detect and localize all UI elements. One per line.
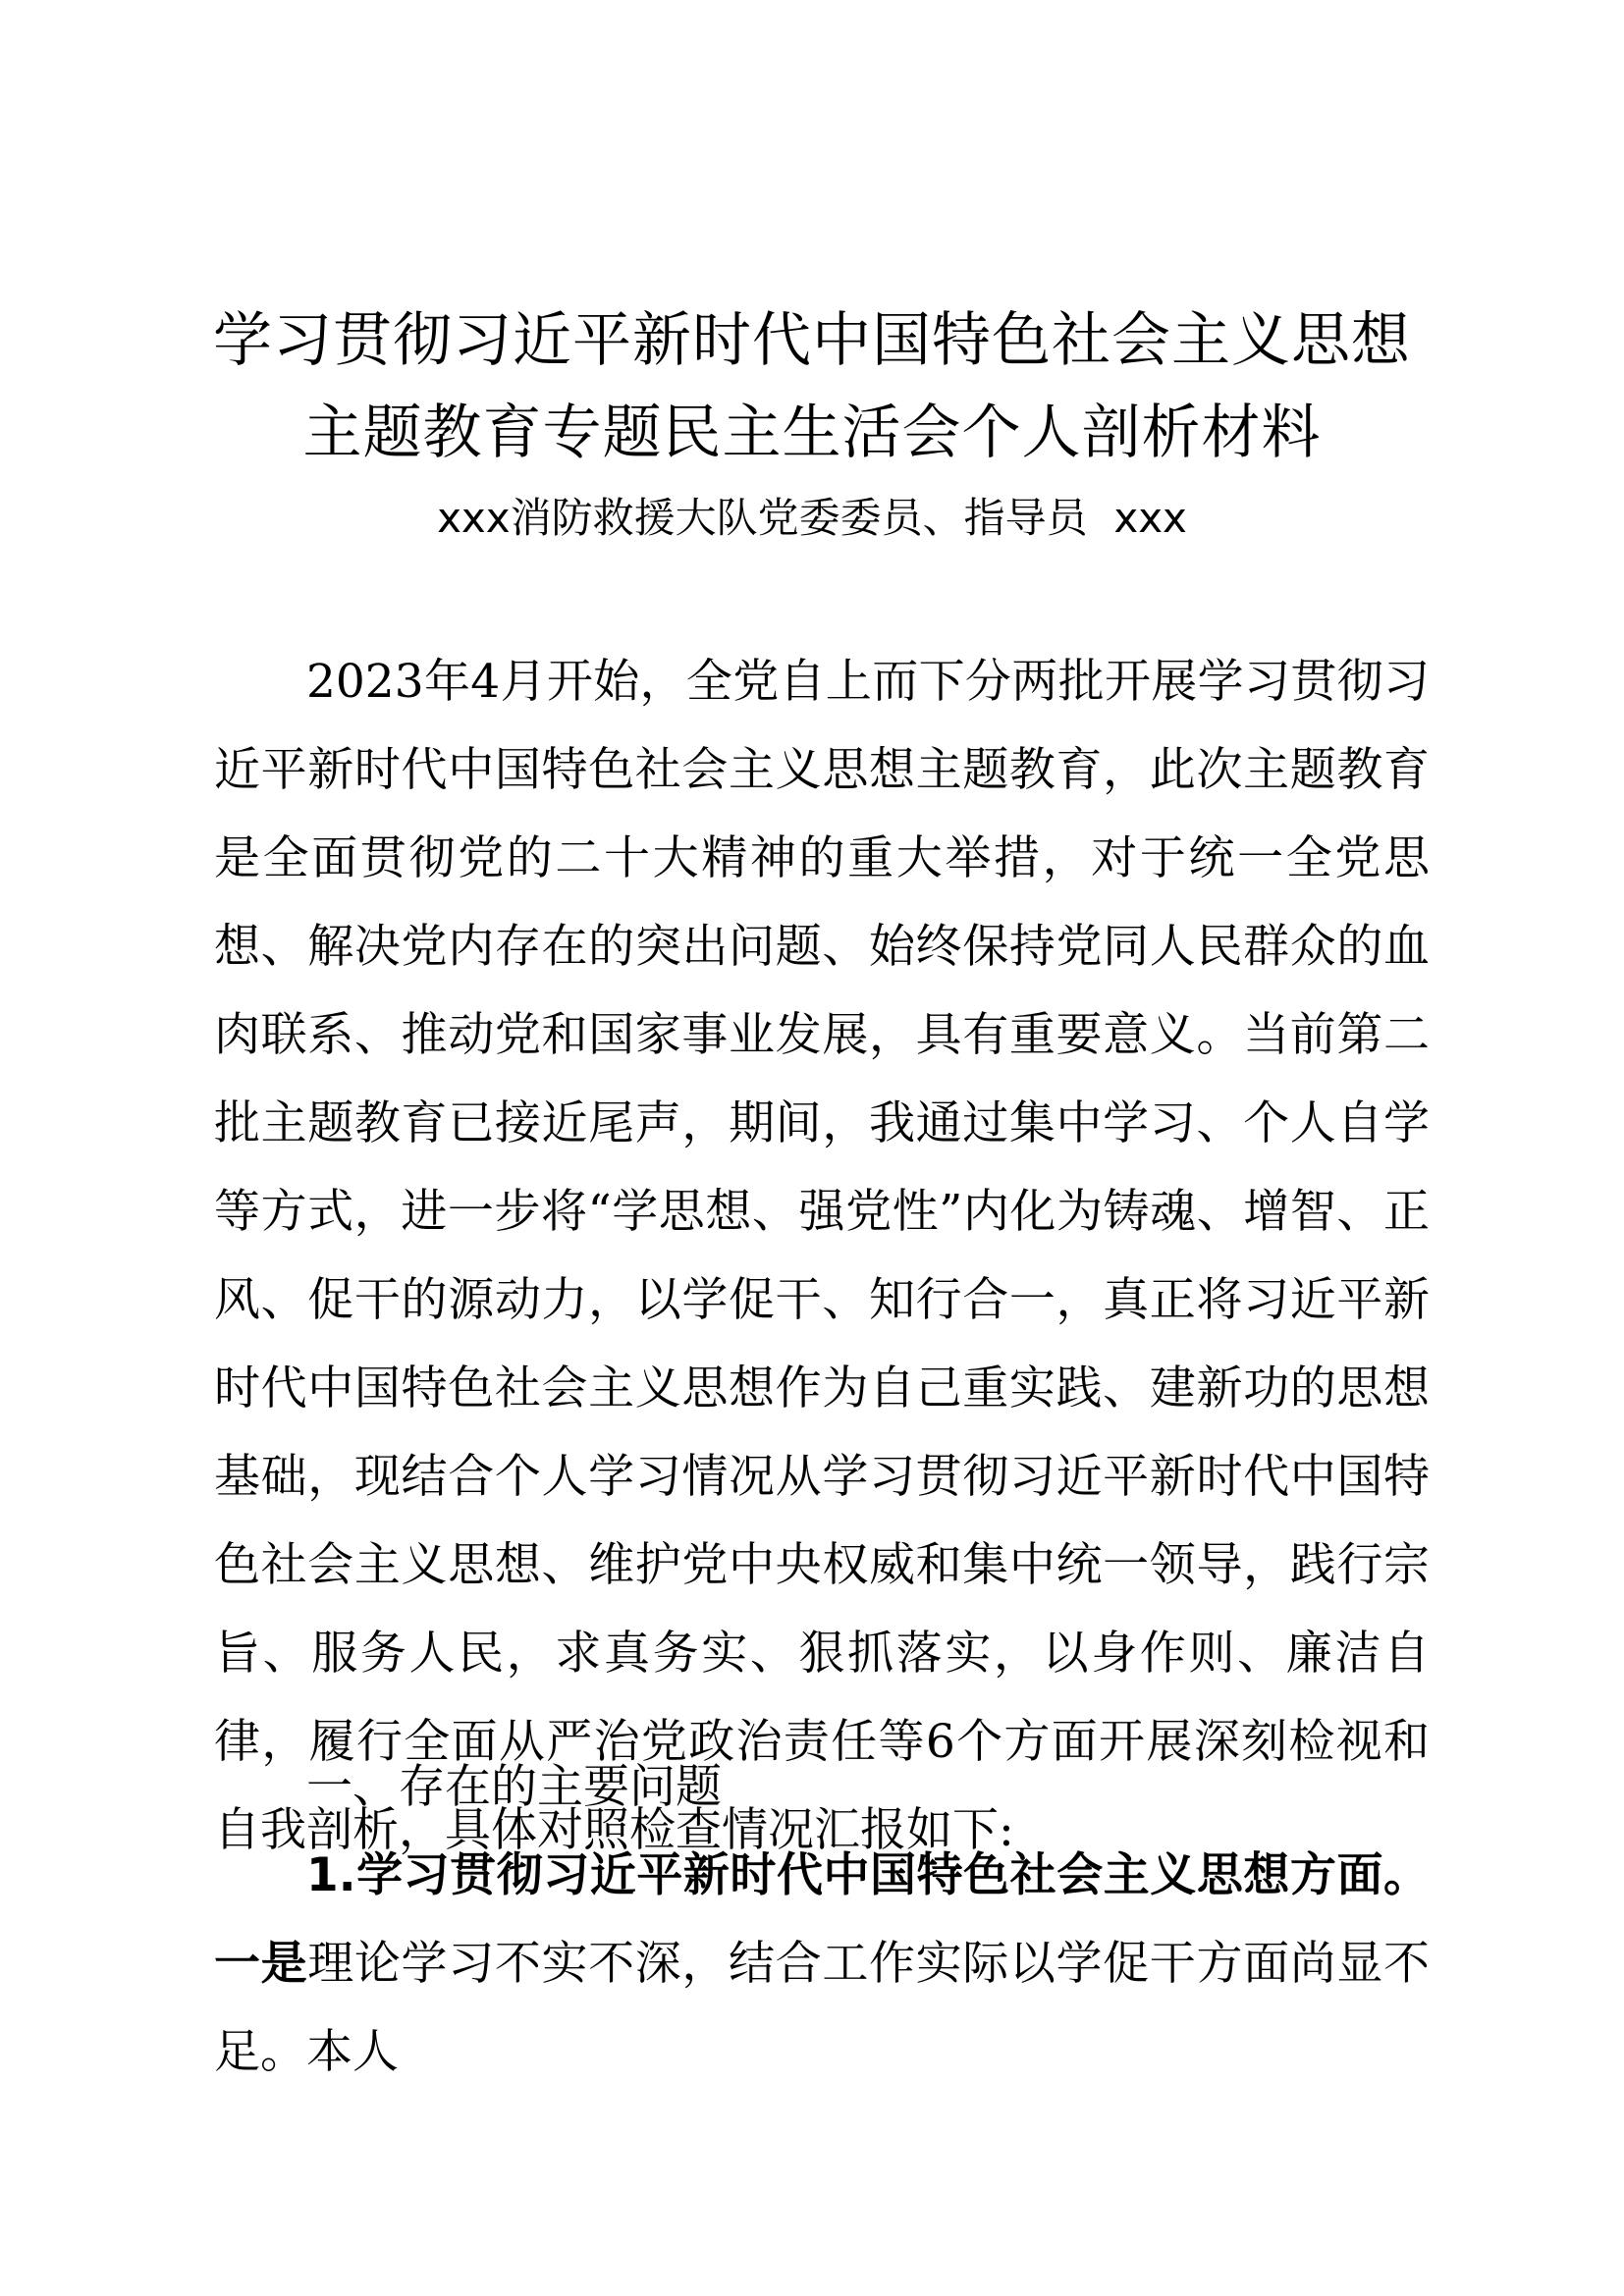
section-heading: 一、存在的主要问题 — [306, 1760, 722, 1814]
document-body — [214, 638, 1430, 1875]
intro-paragraph: 2023年4月开始，全党自上而下分两批开展学习贯彻习近平新时代中国特色社会主义思想主题教育，此次主题教育是全面贯彻党的二十大精神的重大举措，对于统一全党思想、解决党内存在的突出问题、始终保持党同人民群众的血肉联系、推动党和国家事业发展，具有重要意义。当前第二批主题教育已接近尾声，期间，我通过集中学习、个人自学等方式，进一步将“学思想、强党性”内化为铸魂、增智、正风、促干的源动力，以学促干、知行合一，真正将习近平新时代中国特色社会主义思想作为自己重实践、建新功的思想基础，现结合个人学习情况从学习贯彻习近平新时代中国特色社会主义思想、维护党中央权威和集中统一领导，践行宗旨、服务人民，求真务实、狠抓落实，以身作则、廉洁自律，履行全面从严治党政治责任等6个方面开展深刻检视和自我剖析，具体对照检查情况汇报如下: — [214, 655, 1430, 1857]
author-byline: xxx消防救援大队党委委员、指导员 xxx — [437, 494, 1187, 542]
document-title-line-2: 主题教育专题民主生活会个人剖析材料 — [302, 399, 1322, 467]
document-title-line-1: 学习贯彻习近平新时代中国特色社会主义思想 — [213, 306, 1411, 375]
problem-item-1 — [214, 1832, 1430, 2097]
problem-item-1-text: 理论学习不实不深，结合工作实际以学促干方面尚显不足。本人 — [214, 1937, 1430, 2079]
problem-item-1-heading: 1.学习贯彻习近平新时代中国特色社会主义思想方面。一是 — [214, 1848, 1430, 1991]
